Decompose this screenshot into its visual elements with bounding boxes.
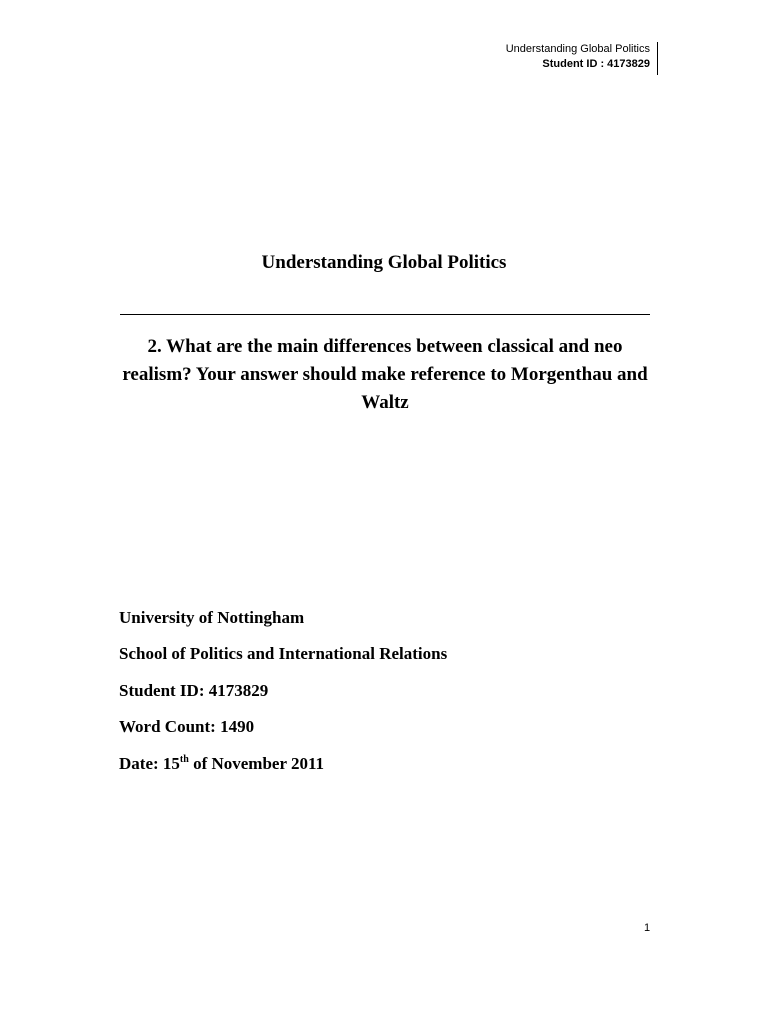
student-id-line: Student ID: 4173829 bbox=[119, 681, 269, 700]
word-count-line: Word Count: 1490 bbox=[119, 717, 255, 736]
title-underline bbox=[120, 314, 650, 315]
date-ordinal-suffix: th bbox=[179, 754, 189, 765]
essay-question: 2. What are the main differences between classical and neo realism? Your answer should make reference to Morgenthau and Waltz bbox=[122, 336, 648, 413]
header-divider bbox=[657, 42, 658, 75]
running-header bbox=[506, 42, 656, 72]
school-line: School of Politics and International Relations bbox=[119, 644, 448, 663]
header-course-title: Understanding Global Politics bbox=[505, 43, 650, 55]
header-student-id: Student ID : 4173829 bbox=[542, 58, 650, 70]
date-prefix: Date: 15 bbox=[119, 754, 180, 773]
university-line: University of Nottingham bbox=[119, 608, 305, 627]
document-title: Understanding Global Politics bbox=[261, 252, 507, 273]
date-line bbox=[119, 754, 324, 774]
date-suffix: of November 2011 bbox=[188, 754, 325, 773]
page-number: 1 bbox=[644, 922, 651, 934]
